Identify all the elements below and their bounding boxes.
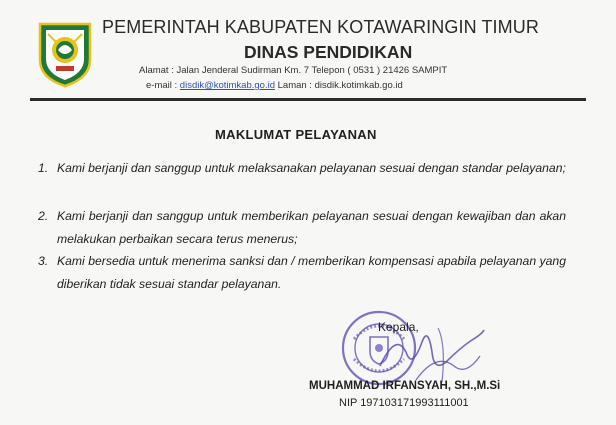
list-item-text: Kami berjanji dan sanggup untuk melaksanakan pelayanan sesuai dengan standar pelayanan;: [57, 161, 566, 175]
list-item-number: 3.: [38, 254, 49, 268]
regency-coat-of-arms-icon: [36, 20, 94, 88]
address-line: Alamat : Jalan Jenderal Sudirman Km. 7 Telepon ( 0531 ) 21426 SAMPIT: [139, 65, 448, 76]
website-text: disdik.kotimkab.go.id: [314, 80, 403, 91]
header-divider: [30, 98, 586, 101]
list-item: [38, 250, 566, 296]
list-item-number: 2.: [38, 209, 49, 223]
list-item-text: Kami bersedia untuk menerima sanksi dan / memberikan kompensasi apabila pelayanan yang diberikan tidak sesuai standar pelayanan.: [57, 254, 566, 291]
web-label: Laman :: [274, 80, 315, 91]
department-name: DINAS PENDIDIKAN: [244, 42, 413, 62]
signatory-role: Kepala,: [378, 320, 419, 334]
contact-line: [146, 80, 403, 91]
list-item: [38, 157, 566, 180]
email-label: e-mail :: [146, 80, 180, 91]
list-item: [38, 205, 566, 251]
agency-name: PEMERINTAH KABUPATEN KOTAWARINGIN TIMUR: [102, 17, 539, 37]
signatory-name: MUHAMMAD IRFANSYAH, SH.,M.Si: [309, 380, 501, 392]
email-link[interactable]: disdik@kotimkab.go.id: [179, 80, 275, 91]
document-title: MAKLUMAT PELAYANAN: [215, 127, 377, 142]
signatory-nip: NIP 197103171993111001: [339, 397, 469, 409]
list-item-number: 1.: [38, 161, 49, 175]
list-item-text: Kami berjanji dan sanggup untuk memberikan pelayanan sesuai dengan kewajiban dan akan melakukan perbaikan secara terus menerus;: [57, 209, 566, 246]
